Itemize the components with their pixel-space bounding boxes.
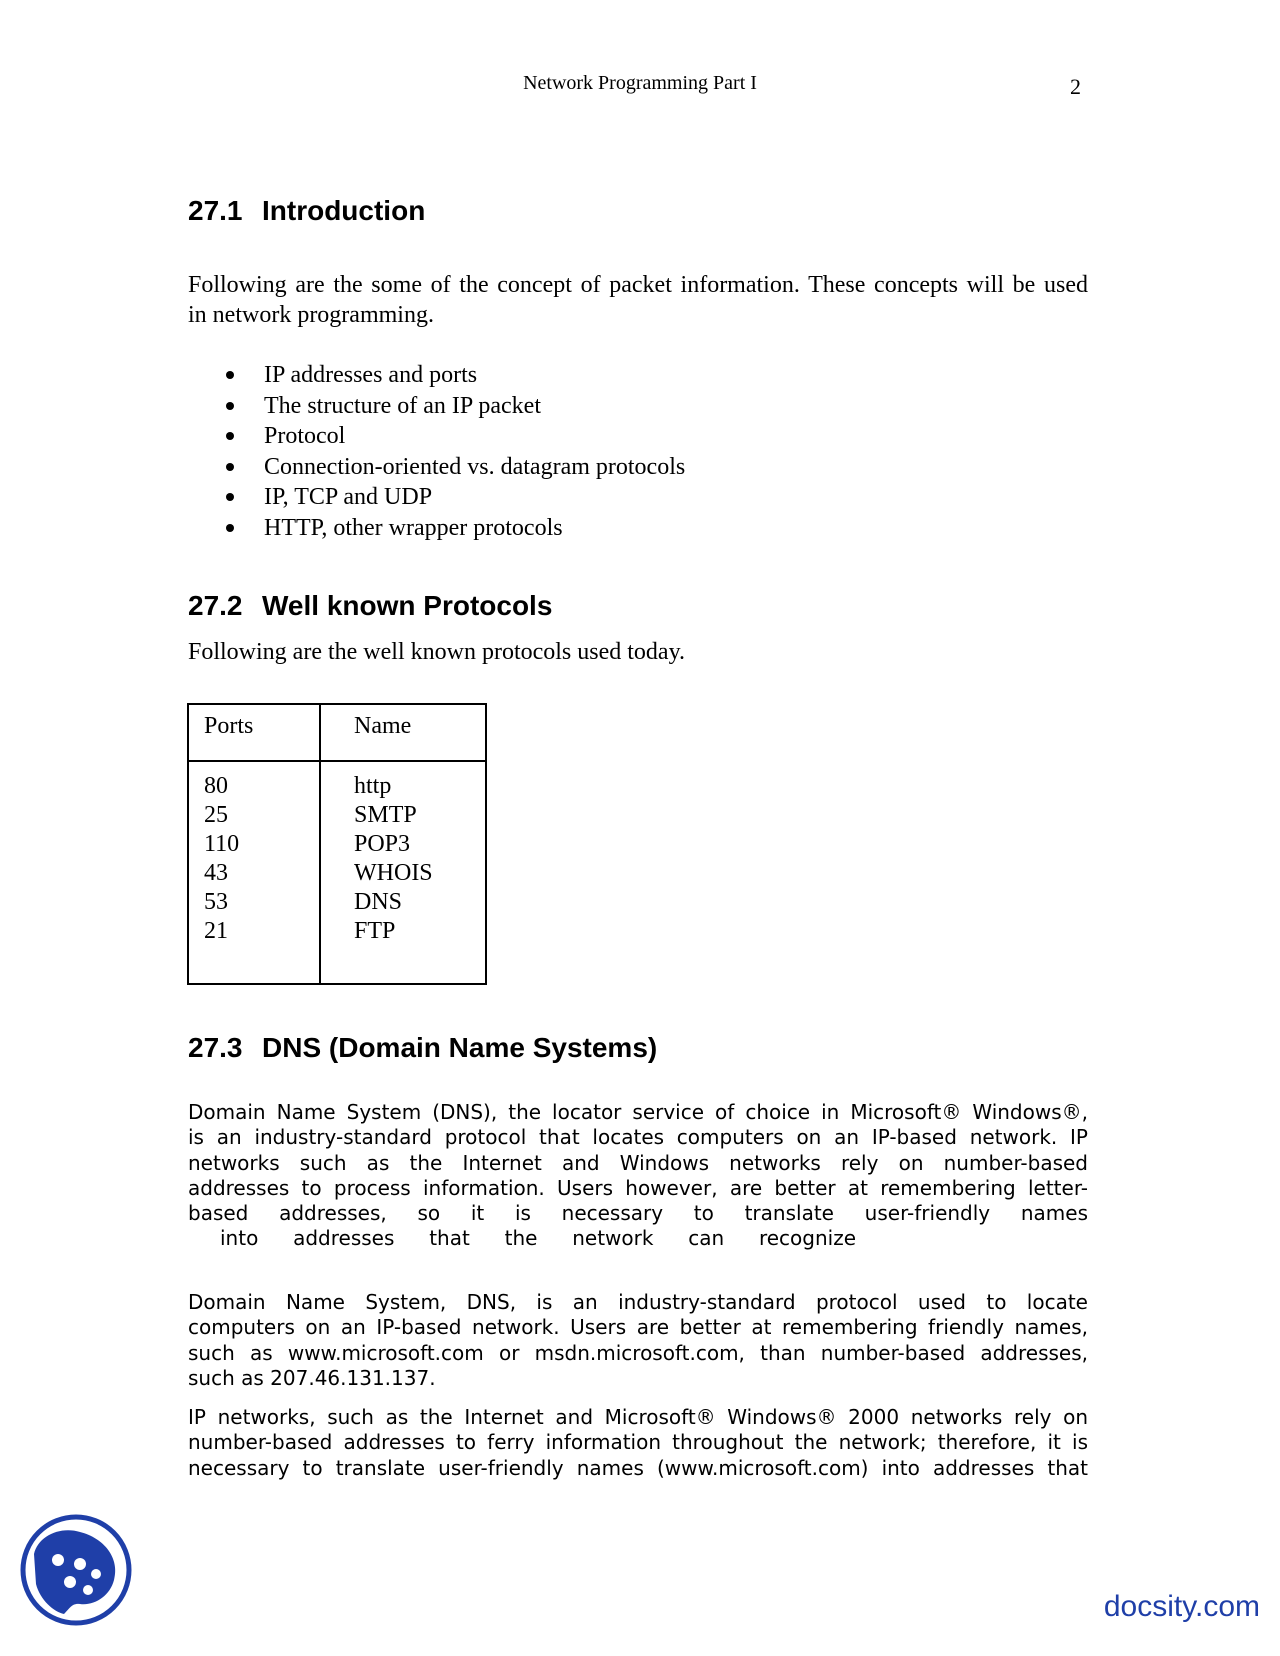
table-divider xyxy=(319,705,321,983)
table-cell-name: http xyxy=(354,773,392,799)
paragraph-line: addresses to process information. Users however, are better at remembering letter- xyxy=(188,1175,1088,1200)
table-header-ports: Ports xyxy=(204,713,254,739)
section-title: Well known Protocols xyxy=(262,590,553,621)
section-title: Introduction xyxy=(262,195,426,226)
list-item xyxy=(188,360,685,391)
table-cell-port: 53 xyxy=(204,889,228,915)
section-heading-introduction xyxy=(188,195,425,227)
dns-paragraph-3 xyxy=(188,1405,1088,1481)
section-number: 27.2 xyxy=(188,590,243,621)
bullet-icon xyxy=(226,371,234,379)
paragraph-line: Following are the some of the concept of packet information. These concepts will be used xyxy=(188,272,1088,298)
docsity-brand-link[interactable]: docsity.com xyxy=(1103,1590,1260,1623)
list-item-text: HTTP, other wrapper protocols xyxy=(264,514,563,541)
paragraph-line: such as www.microsoft.com or msdn.microsoft.com, than number-based addresses, xyxy=(188,1340,1088,1365)
table-cell-name: SMTP xyxy=(354,802,417,828)
ports-table xyxy=(187,703,487,985)
table-cell-name: WHOIS xyxy=(354,860,433,886)
bullet-icon xyxy=(226,432,234,440)
section-number: 27.3 xyxy=(188,1032,243,1063)
table-cell-name: FTP xyxy=(354,918,396,944)
table-cell-port: 21 xyxy=(204,918,228,944)
section-heading-dns xyxy=(188,1032,657,1064)
table-cell-port: 80 xyxy=(204,773,228,799)
concept-bullet-list xyxy=(188,360,685,544)
bullet-icon xyxy=(226,402,234,410)
dns-paragraph-1 xyxy=(188,1100,1088,1252)
list-item-text: The structure of an IP packet xyxy=(264,392,541,419)
dns-paragraph-2 xyxy=(188,1290,1088,1391)
paragraph-line: IP networks, such as the Internet and Microsoft® Windows® 2000 networks rely on xyxy=(188,1405,1088,1429)
paragraph-line: computers on an IP-based network. Users are better at remembering friendly names, xyxy=(188,1315,1088,1340)
intro-paragraph xyxy=(188,270,1088,330)
ports-column xyxy=(204,772,239,946)
paragraph-line: based addresses, so it is necessary to translate user-friendly names xyxy=(188,1201,1088,1226)
table-cell-name: POP3 xyxy=(354,831,411,857)
bullet-icon xyxy=(226,463,234,471)
table-cell-port: 110 xyxy=(204,831,240,857)
paragraph-line: networks such as the Internet and Windows networks rely on number-based xyxy=(188,1150,1088,1175)
paragraph-line: such as 207.46.131.137. xyxy=(188,1365,436,1390)
paragraph-line: is an industry-standard protocol that locates computers on an IP-based network. IP xyxy=(188,1125,1088,1150)
table-cell-port: 25 xyxy=(204,802,228,828)
section-title: DNS (Domain Name Systems) xyxy=(262,1032,658,1063)
docsity-logo-icon xyxy=(20,1514,132,1626)
bullet-icon xyxy=(226,493,234,501)
list-item xyxy=(188,391,685,422)
section-number: 27.1 xyxy=(188,195,243,226)
paragraph-line: into addresses that the network can recognize xyxy=(220,1226,856,1251)
names-column xyxy=(354,772,433,946)
section-heading-protocols xyxy=(188,590,552,622)
paragraph-line: Domain Name System, DNS, is an industry-standard protocol used to locate xyxy=(188,1290,1088,1314)
table-divider xyxy=(189,760,485,762)
list-item-text: IP, TCP and UDP xyxy=(264,484,433,511)
bullet-icon xyxy=(226,524,234,532)
list-item xyxy=(188,482,685,513)
paragraph-line: in network programming. xyxy=(188,302,434,328)
table-cell-port: 43 xyxy=(204,860,228,886)
list-item xyxy=(188,452,685,483)
running-header-title: Network Programming Part I xyxy=(523,72,757,94)
list-item xyxy=(188,513,685,544)
table-cell-name: DNS xyxy=(354,889,403,915)
paragraph-line: number-based addresses to ferry information throughout the network; therefore, it is xyxy=(188,1430,1088,1455)
table-header-name: Name xyxy=(354,713,412,739)
protocols-intro-paragraph: Following are the well known protocols used today. xyxy=(188,639,686,665)
list-item-text: Protocol xyxy=(264,423,346,450)
list-item xyxy=(188,421,685,452)
paragraph-line: Domain Name System (DNS), the locator service of choice in Microsoft® Windows®, xyxy=(188,1100,1088,1124)
page-number: 2 xyxy=(1070,74,1081,99)
paragraph-line: necessary to translate user-friendly names (www.microsoft.com) into addresses that xyxy=(188,1455,1088,1480)
list-item-text: Connection-oriented vs. datagram protocols xyxy=(264,453,686,480)
list-item-text: IP addresses and ports xyxy=(264,362,478,388)
